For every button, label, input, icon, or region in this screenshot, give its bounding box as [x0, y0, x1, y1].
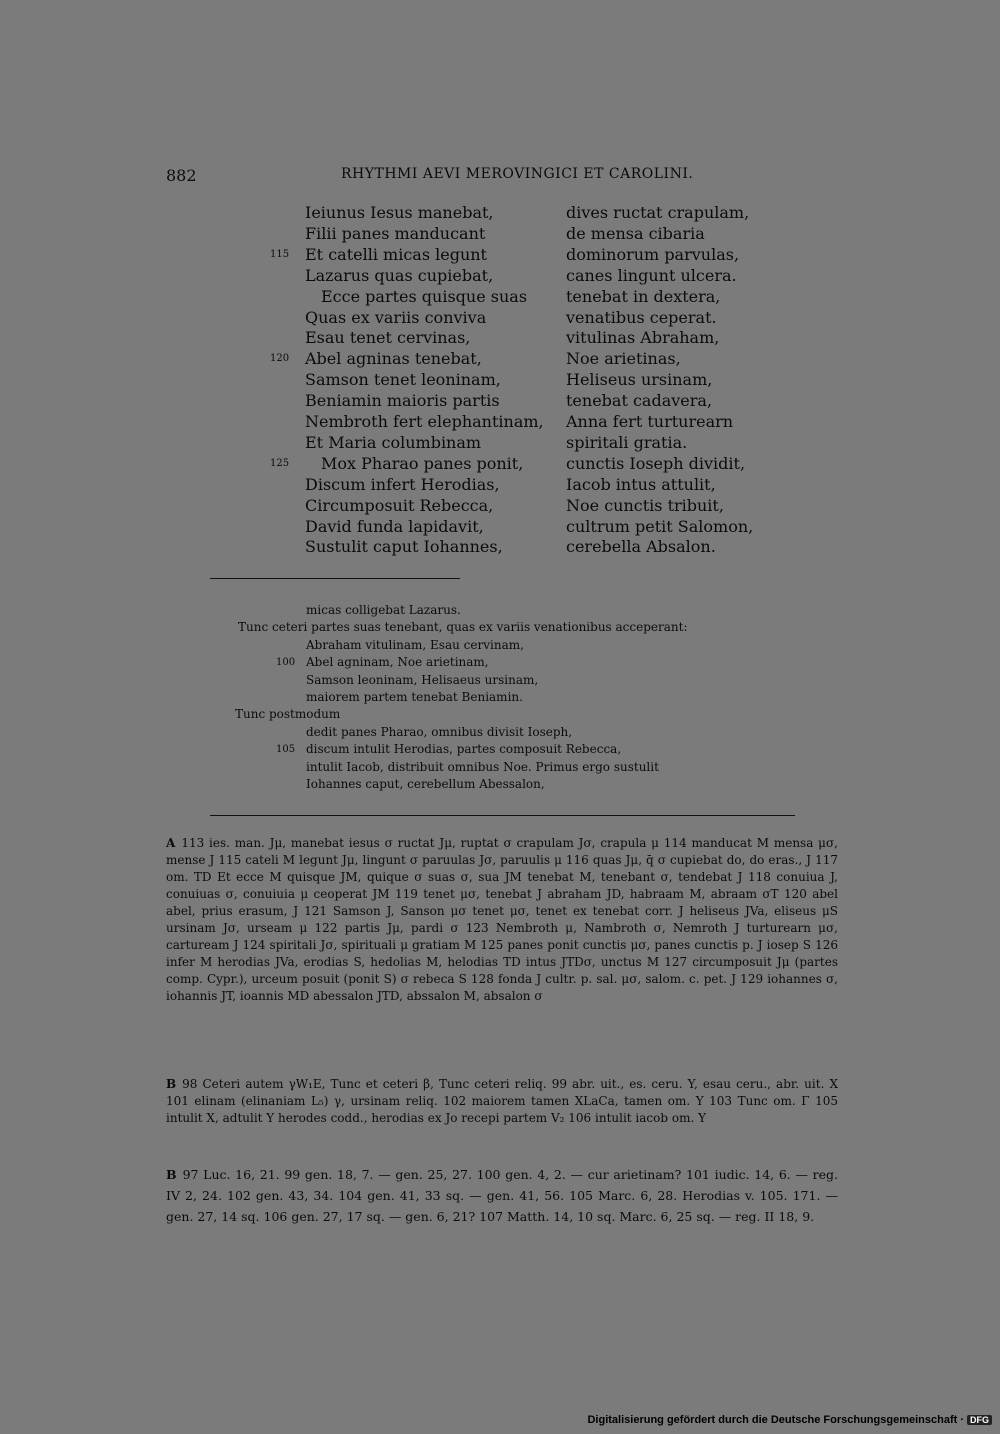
verse-right: Anna fert turturearn [566, 412, 734, 431]
verse-left: Samson tenet leoninam, [305, 370, 501, 389]
siglum-b: B [166, 1167, 177, 1182]
verse-left: Lazarus quas cupiebat, [305, 266, 494, 285]
running-title: RHYTHMI AEVI MEROVINGICI ET CAROLINI. [341, 166, 694, 182]
apparatus-b-sources-text: 97 Luc. 16, 21. 99 gen. 18, 7. — gen. 25, 27. 100 gen. 4, 2. — cur arietinam? 101 iudic. 14, 6. — reg. IV 2, 24. 102 gen. 43, 34. 104 gen. 41, 33 sq. — gen. 41, 56. 105 Marc. 6, 28. Herodias v. 105. 171. — gen. 27, 14 sq. 106 gen. 27, 17 sq. — gen. 6, 21? 107 Matth. 14, 10 sq. Marc. 6, 25 sq. — reg. II 18, 9. [166, 1167, 838, 1224]
verse-right: canes lingunt ulcera. [566, 266, 737, 285]
siglum-b: B [166, 1077, 177, 1091]
prose-line: Tunc ceteri partes suas tenebant, quas ex variis venationibus acceperant: [238, 620, 688, 634]
apparatus-b-sources [166, 1164, 838, 1227]
apparatus-b-variants [166, 1076, 838, 1127]
siglum-a: A [166, 836, 176, 850]
line-number: 125 [270, 458, 290, 469]
prose-line: intulit Iacob, distribuit omnibus Noe. Primus ergo sustulit [306, 760, 659, 774]
apparatus-b-variants-text: 98 Ceteri autem γW₁E, Tunc et ceteri β, Tunc ceteri reliq. 99 abr. uit., es. ceru. Y, esau ceru., abr. uit. X 101 elinam (elinaniam L₅) γ, ursinam reliq. 102 maiorem tamen XLaCa, tamen om. Y 103 Tunc om. Γ 105 intulit X, adtulit Y herodes codd., herodias ex Jo recepi partem V₂ 106 intulit iacob om. Y [166, 1077, 838, 1125]
verse-right: Noe arietinas, [566, 349, 681, 368]
line-number: 100 [276, 657, 296, 668]
apparatus-a [166, 835, 838, 1005]
dfg-logo: DFG [967, 1415, 992, 1425]
page-number: 882 [166, 166, 197, 185]
verse-left: Esau tenet cervinas, [305, 328, 471, 347]
prose-line: Iohannes caput, cerebellum Abessalon, [306, 777, 545, 791]
verse-right: dives ructat crapulam, [566, 203, 750, 222]
verse-left: Beniamin maioris partis [305, 391, 500, 410]
verse-right: cultrum petit Salomon, [566, 517, 754, 536]
prose-line: Tunc postmodum [235, 707, 341, 721]
verse-right: cunctis Ioseph dividit, [566, 454, 746, 473]
verse-left: Quas ex variis conviva [305, 308, 487, 327]
verse-left: Ecce partes quisque suas [321, 287, 528, 306]
prose-line: maiorem partem tenebat Beniamin. [306, 690, 523, 704]
verse-right: spiritali gratia. [566, 433, 688, 452]
prose-line: dedit panes Pharao, omnibus divisit Ioseph, [306, 725, 573, 739]
footer-text: Digitalisierung gefördert durch die Deutsche Forschungsgemeinschaft · [587, 1414, 964, 1426]
prose-line: Samson leoninam, Helisaeus ursinam, [306, 673, 539, 687]
prose-line: Abel agninam, Noe arietinam, [306, 655, 489, 669]
footer-credit [587, 1414, 992, 1426]
verse-right: tenebat in dextera, [566, 287, 721, 306]
verse-left: David funda lapidavit, [305, 517, 484, 536]
verse-left: Mox Pharao panes ponit, [321, 454, 524, 473]
verse-left: Abel agninas tenebat, [305, 349, 482, 368]
verse-right: Heliseus ursinam, [566, 370, 713, 389]
line-number: 105 [276, 744, 296, 755]
prose-line: Abraham vitulinam, Esau cervinam, [306, 638, 524, 652]
verse-left: Circumposuit Rebecca, [305, 496, 494, 515]
prose-line: micas colligebat Lazarus. [306, 603, 461, 617]
verse-right: vitulinas Abraham, [566, 328, 720, 347]
verse-right: cerebella Absalon. [566, 537, 716, 556]
apparatus-a-text: 113 ies. man. Jμ, manebat iesus σ ructat Jμ, ruptat σ crapulam Jσ, crapula μ 114 manducat M mensa μσ, mense J 115 cateli M legunt Jμ, lingunt σ paruulas Jσ, paruulis μ 116 quas Jμ, q̄ σ cupiebat do, do eras., J 117 om. TD Et ecce M quisque JM, quique σ suas σ, sua JM tenebat M, tenebant σ, tendebat J 118 conuiua J, conuiuas σ, conuiuia μ ceoperat JM 119 tenet μσ, tenebat J abraham JD, habraam M, abraam σT 120 abel abel, prius erasum, J 121 Samson J, Sanson μσ tenet μσ, tenet ex tenebat corr. J heliseus JVa, eliseus μS ursinam Jσ, urseam μ 122 partis Jμ, pardi σ 123 Nembroth μ, Nambroth σ, Nemroth J turturearn μσ, cartuream J 124 spiritali Jσ, spirituali μ gratiam M 125 panes ponit cunctis μσ, panes cunctis p. J iosep S 126 infer M herodias JVa, erodias S, hedolias M, helodias TD intus JTDσ, unctus M 127 circumposuit Jμ (partes comp. Cypr.), urceum posuit (ponit S) σ rebeca S 128 fonda J cultr. p. sal. μσ, salom. c. pet. J 129 iohannes σ, iohannis JT, ioannis MD abessalon JTD, abssalon M, absalon σ [166, 836, 838, 1003]
verse-left: Sustulit caput Iohannes, [305, 537, 503, 556]
verse-right: Noe cunctis tribuit, [566, 496, 724, 515]
verse-right: dominorum parvulas, [566, 245, 740, 264]
separator-rule [210, 815, 795, 816]
separator-rule [210, 578, 460, 579]
verse-right: tenebat cadavera, [566, 391, 713, 410]
verse-right: de mensa cibaria [566, 224, 705, 243]
verse-right: Iacob intus attulit, [566, 475, 716, 494]
line-number: 115 [270, 249, 290, 260]
line-number: 120 [270, 353, 290, 364]
verse-right: venatibus ceperat. [566, 308, 717, 327]
verse-left: Ieiunus Iesus manebat, [305, 203, 494, 222]
verse-left: Filii panes manducant [305, 224, 486, 243]
verse-left: Discum infert Herodias, [305, 475, 500, 494]
verse-left: Et catelli micas legunt [305, 245, 487, 264]
verse-left: Nembroth fert elephantinam, [305, 412, 544, 431]
prose-line: discum intulit Herodias, partes composuit Rebecca, [306, 742, 622, 756]
verse-left: Et Maria columbinam [305, 433, 482, 452]
